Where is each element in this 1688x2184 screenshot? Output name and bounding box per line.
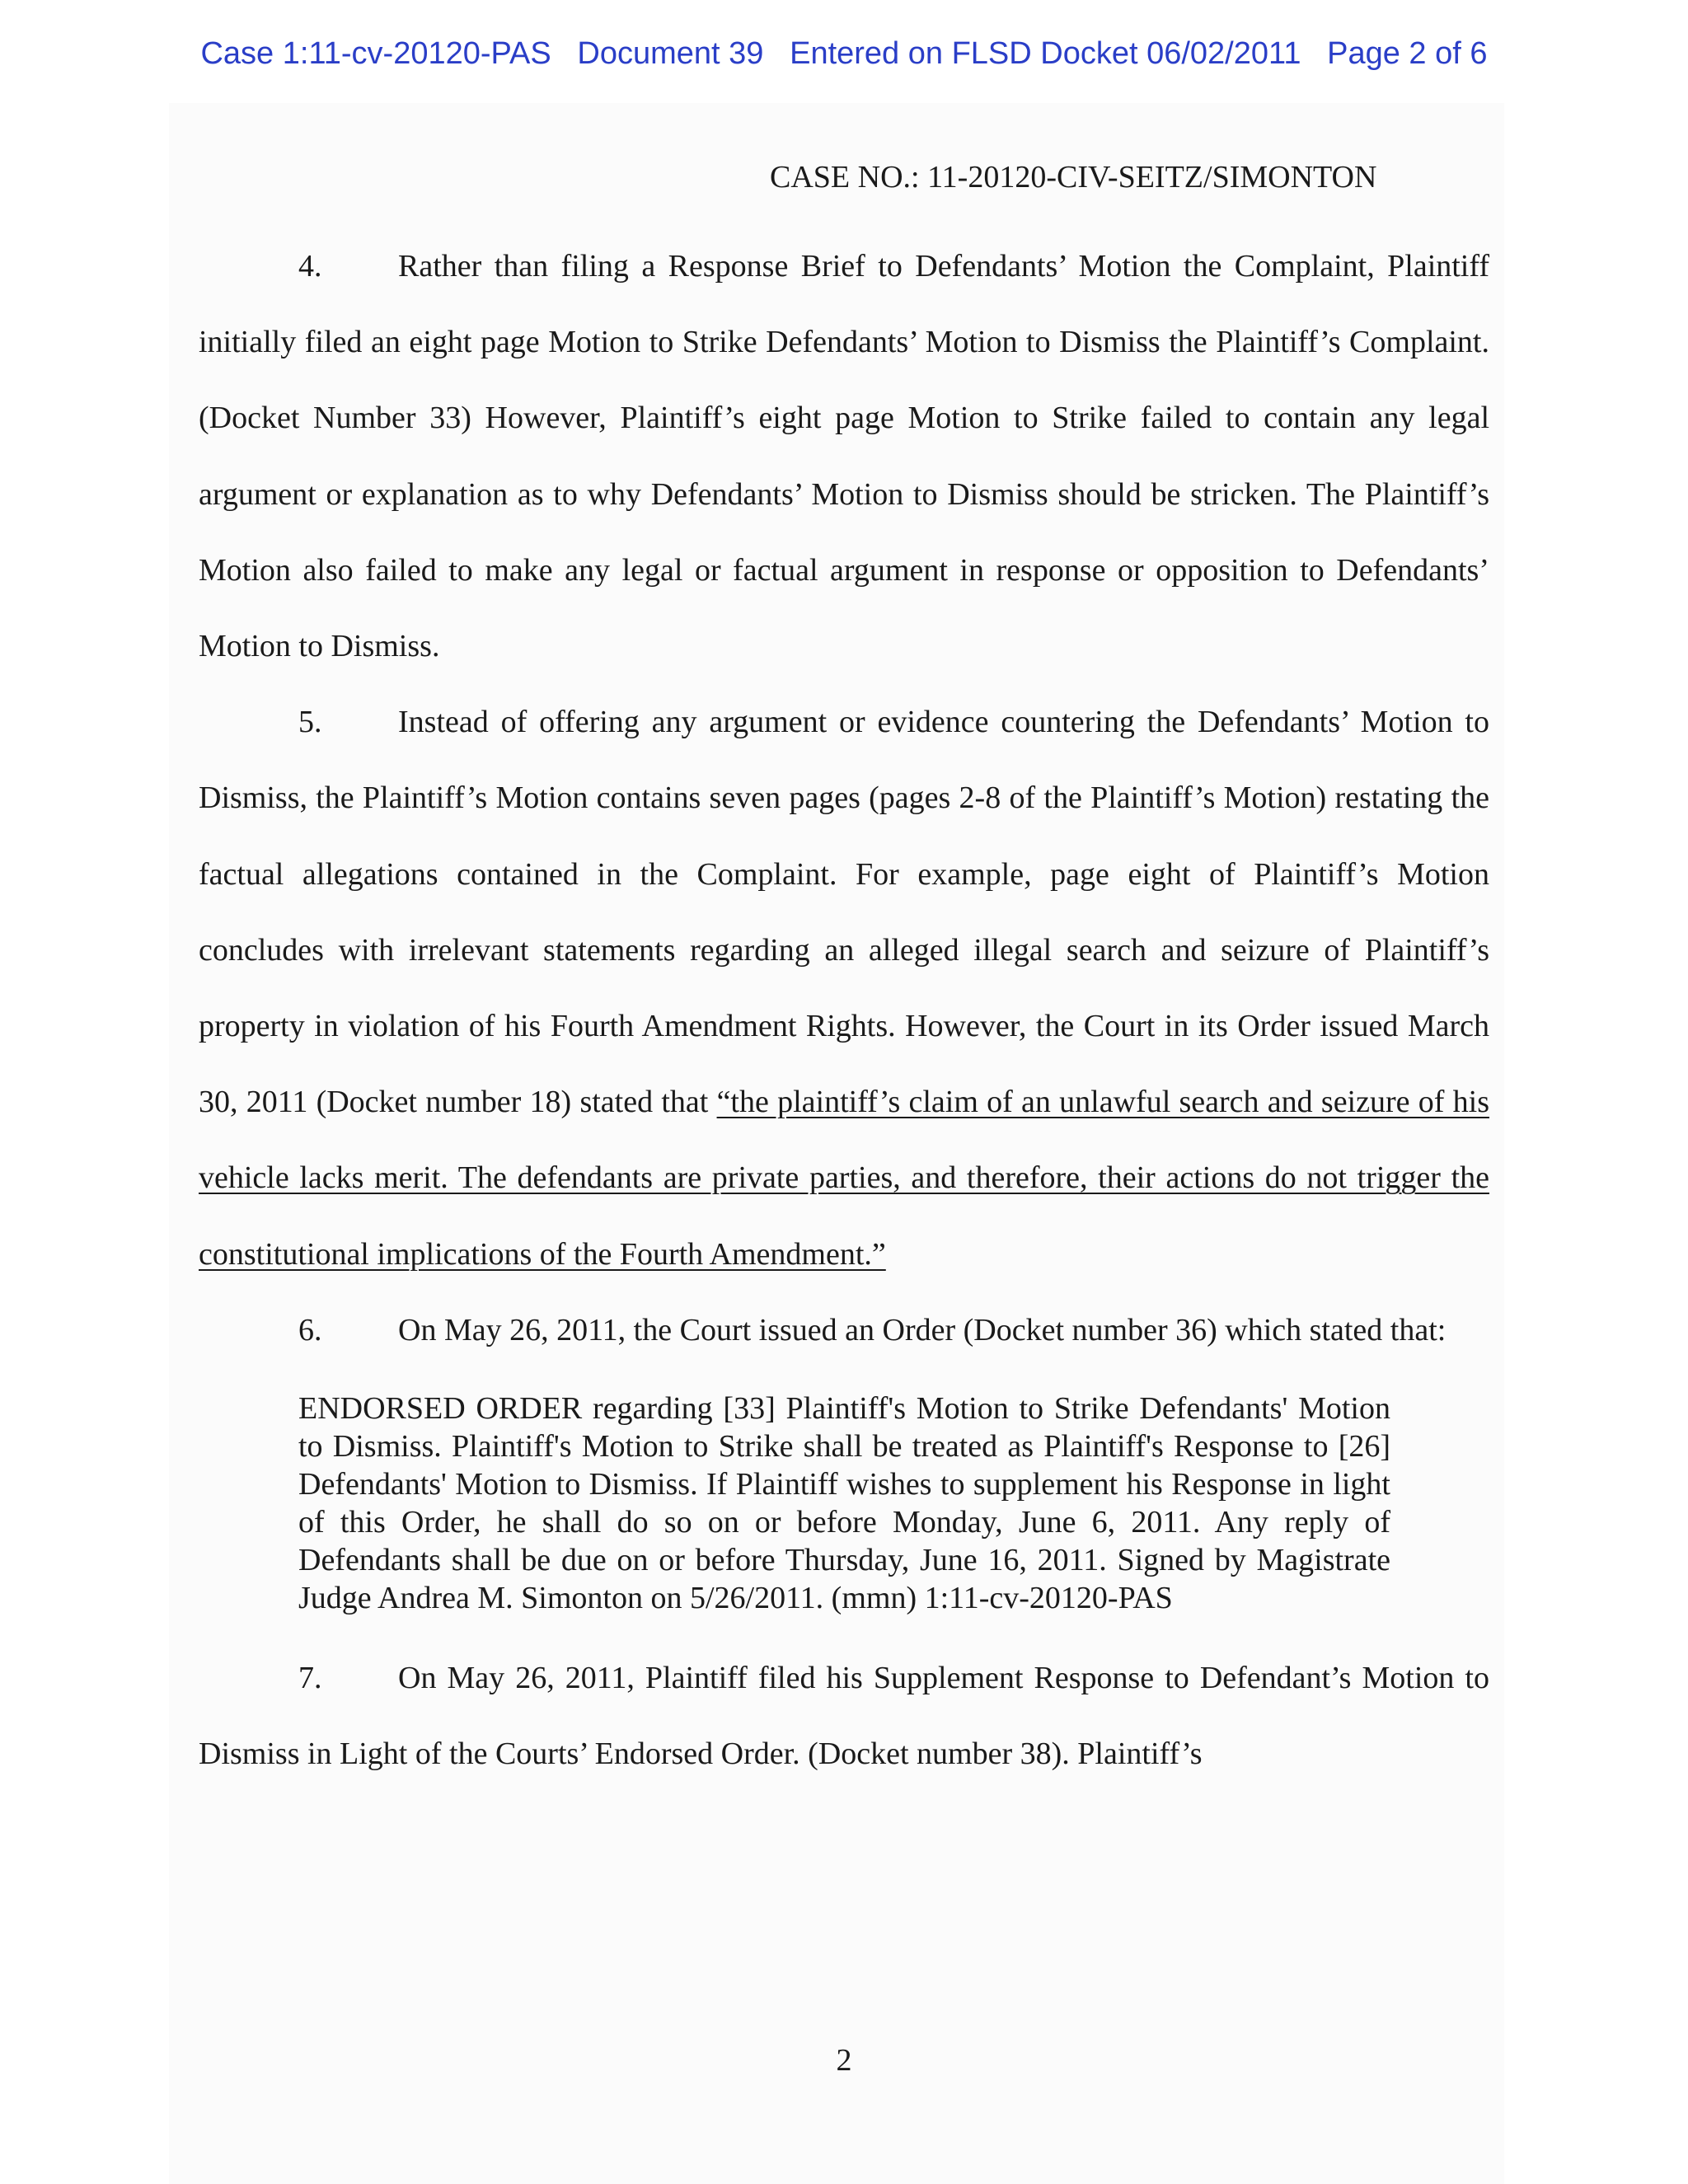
docket-header-stamp: Case 1:11-cv-20120-PAS Document 39 Entered on FLSD Docket 06/02/2011 Page 2 of 6 (200, 36, 1488, 71)
paragraph-number: 6. (298, 1312, 322, 1347)
paragraph-4 (199, 228, 1489, 684)
case-number-caption: CASE NO.: 11-20120-CIV-SEITZ/SIMONTON (770, 160, 1377, 194)
paragraph-5 (199, 684, 1489, 1292)
paragraph-text: On May 26, 2011, the Court issued an Order (Docket number 36) which stated that: (398, 1312, 1447, 1347)
page-number: 2 (836, 2043, 852, 2078)
document-body (199, 228, 1489, 1792)
paragraph-number: 5. (298, 705, 322, 740)
paragraph-6 (199, 1292, 1489, 1368)
paragraph-text: Instead of offering any argument or evidence countering the Defendants’ Motion to Dismiss, the Plaintiff’s Motion contains seven pages (pages 2-8 of the Plaintiff’s Motion) restating the factual allegations contained in the Complaint. For example, page eight of Plaintiff’s Motion concludes with irrelevant statements regarding an alleged illegal search and seizure of Plaintiff’s property in violation of his Fourth Amendment Rights. However, the Court in its Order issued March 30, 2011 (Docket number 18) stated that (199, 705, 1489, 1120)
paragraph-text: Rather than filing a Response Brief to Defendants’ Motion the Complaint, Plaintiff initially filed an eight page Motion to Strike Defendants’ Motion to Dismiss the Plaintiff’s Complaint. (Docket Number 33) However, Plaintiff’s eight page Motion to Strike failed to contain any legal argument or explanation as to why Defendants’ Motion to Dismiss should be stricken. The Plaintiff’s Motion also failed to make any legal or factual argument in response or opposition to Defendants’ Motion to Dismiss. (199, 249, 1489, 664)
paragraph-7 (199, 1640, 1489, 1792)
endorsed-order-block-quote: ENDORSED ORDER regarding [33] Plaintiff's Motion to Strike Defendants' Motion to Dismiss. Plaintiff's Motion to Strike shall be treated as Plaintiff's Response to [26] Defendants' Motion to Dismiss. If Plaintiff wishes to supplement his Response in light of this Order, he shall do so on or before Monday, June 6, 2011. Any reply of Defendants shall be due on or before Thursday, June 16, 2011. Signed by Magistrate Judge Andrea M. Simonton on 5/26/2011. (mmn) 1:11-cv-20120-PAS (298, 1391, 1390, 1616)
paragraph-text: On May 26, 2011, Plaintiff filed his Supplement Response to Defendant’s Motion to Dismiss in Light of the Courts’ Endorsed Order. (Docket number 38). Plaintiff’s (199, 1661, 1489, 1772)
underlined-court-quote: “the plaintiff’s claim of an unlawful search and seizure of his vehicle lacks merit. The defendants are private parties, and therefore, their actions do not trigger the constitutional implications of the Fourth Amendment.” (199, 1085, 1489, 1272)
paragraph-number: 7. (298, 1661, 322, 1696)
paragraph-number: 4. (298, 249, 322, 284)
